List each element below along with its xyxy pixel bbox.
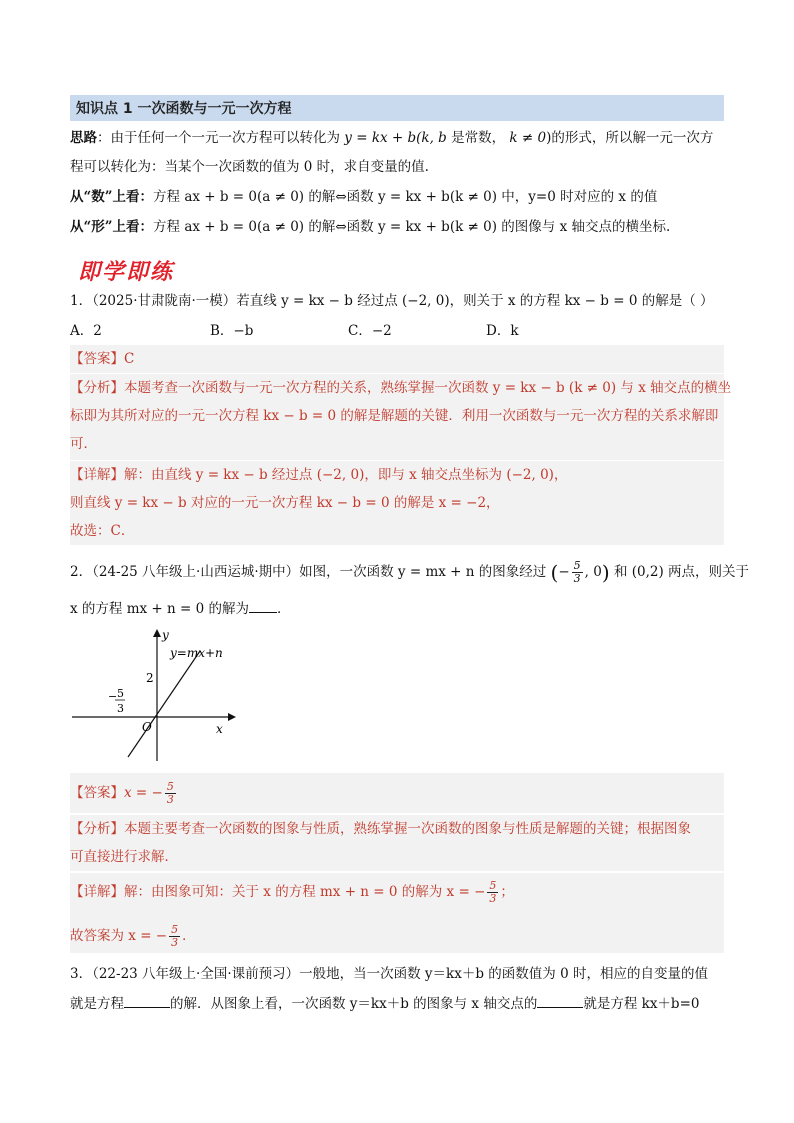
q1-answer: 【答案】C <box>70 351 135 367</box>
q2-detail-1: 【详解】解：由图象可知：关于 x 的方程 mx + n = 0 的解为 x = − $\frac{5}{3}$ ； <box>70 879 514 905</box>
q2-answer-blank[interactable] <box>249 598 277 613</box>
practice-banner: 即学即练 <box>78 260 175 285</box>
q1-analysis-3: 可． <box>70 436 97 452</box>
q1-detail-2: 则直线 y = kx − b 对应的一元一次方程 kx − b = 0 的解是 x = −2， <box>70 495 500 511</box>
q1-analysis-2: 标即为其所对应的一元一次方程 kx − b = 0 的解是解题的关键．利用一次函数与一元一次方程的关系求解即 <box>70 408 719 424</box>
q3-line-2: 就是方程 的解．从图象上看，一次函数 y＝kx＋b 的图象与 x 轴交点的 就是方程 kx＋b=0 <box>70 992 724 1016</box>
q1-analysis-1: 【分析】本题考查一次函数与一元一次方程的关系，熟练掌握一次函数 y = kx − b (k ≠ 0) 与 x 轴交点的横坐 <box>70 380 732 396</box>
q2-graph <box>70 625 240 765</box>
q2-answer: 【答案】x = − $\frac{5}{3}$ <box>70 780 174 806</box>
intro-label: 思路 <box>70 130 97 146</box>
intro-line-1: 思路：由于任何一个一元一次方程可以转化为 y = kx + b(k, b 是常数， k ≠ 0)的形式，所以解一元一次方 <box>70 130 714 146</box>
x-axis-label: x <box>216 722 223 736</box>
q1-option-b[interactable]: B．−b <box>210 323 254 339</box>
q2-stem-1: 2．（24-25 八年级上·山西运城·期中）如图，一次函数 y = mx + n 的图象经过 (− $\frac{5}{3}$ , 0) 和 (0,2) 两点，则关于 <box>70 559 750 585</box>
svg-text:−: − <box>108 690 118 703</box>
q3-line-1: 3．（22-23 八年级上·全国·课前预习）一般地，当一次函数 y＝kx＋b 的函数值为 0 时，相应的自变量的值 <box>70 966 708 982</box>
origin-label: O <box>142 720 152 734</box>
q2-answer-fraction: $\frac{5}{3}$ <box>166 780 174 806</box>
y-axis-arrow <box>153 629 161 637</box>
x-axis-arrow <box>228 713 236 721</box>
q2-point-fraction: $\frac{5}{3}$ <box>573 559 581 585</box>
q1-detail-3: 故选：C． <box>70 523 135 539</box>
q2-analysis-1: 【分析】本题主要考查一次函数的图象与性质，熟练掌握一次函数的图象与性质是解题的关键；根据图象 <box>70 821 691 837</box>
intro-line-3: 从“数”上看：方程 ax + b = 0(a ≠ 0) 的解⇔函数 y = kx + b(k ≠ 0) 中，y=0 时对应的 x 的值 <box>70 189 658 205</box>
graph-line-mx-n <box>128 651 200 757</box>
q2-detail-2: 故答案为 x = − $\frac{5}{3}$ ． <box>70 923 196 949</box>
y-tick-label: 2 <box>146 671 154 685</box>
q1-option-c[interactable]: C．−2 <box>348 323 392 339</box>
y-axis-label: y <box>162 628 169 642</box>
q1-option-d[interactable]: D．k <box>486 323 519 339</box>
q3-blank-1[interactable] <box>124 993 170 1008</box>
q3-blank-2[interactable] <box>537 993 583 1008</box>
q1-option-a[interactable]: A．2 <box>70 323 102 339</box>
section-title: 知识点 1 一次函数与一元一次方程 <box>70 95 724 121</box>
q1-detail-1: 【详解】解：由直线 y = kx − b 经过点 (−2, 0)，即与 x 轴交点坐标为 (−2, 0)， <box>70 467 568 483</box>
x-tick-num: 5 <box>117 687 124 700</box>
line-label: y=mx+n <box>170 646 223 660</box>
x-tick-den: 3 <box>117 702 124 715</box>
intro-line-2: 程可以转化为：当某个一次函数的值为 0 时，求自变量的值. <box>70 159 429 175</box>
intro-line-4: 从“形”上看：方程 ax + b = 0(a ≠ 0) 的解⇔函数 y = kx + b(k ≠ 0) 的图像与 x 轴交点的横坐标. <box>70 219 671 235</box>
q1-stem: 1．（2025·甘肃陇南·一模）若直线 y = kx − b 经过点 (−2, 0)，则关于 x 的方程 kx − b = 0 的解是（ ） <box>70 293 714 309</box>
q2-analysis-2: 可直接进行求解． <box>70 849 178 865</box>
q2-stem-2: x 的方程 mx + n = 0 的解为 ． <box>70 597 724 621</box>
